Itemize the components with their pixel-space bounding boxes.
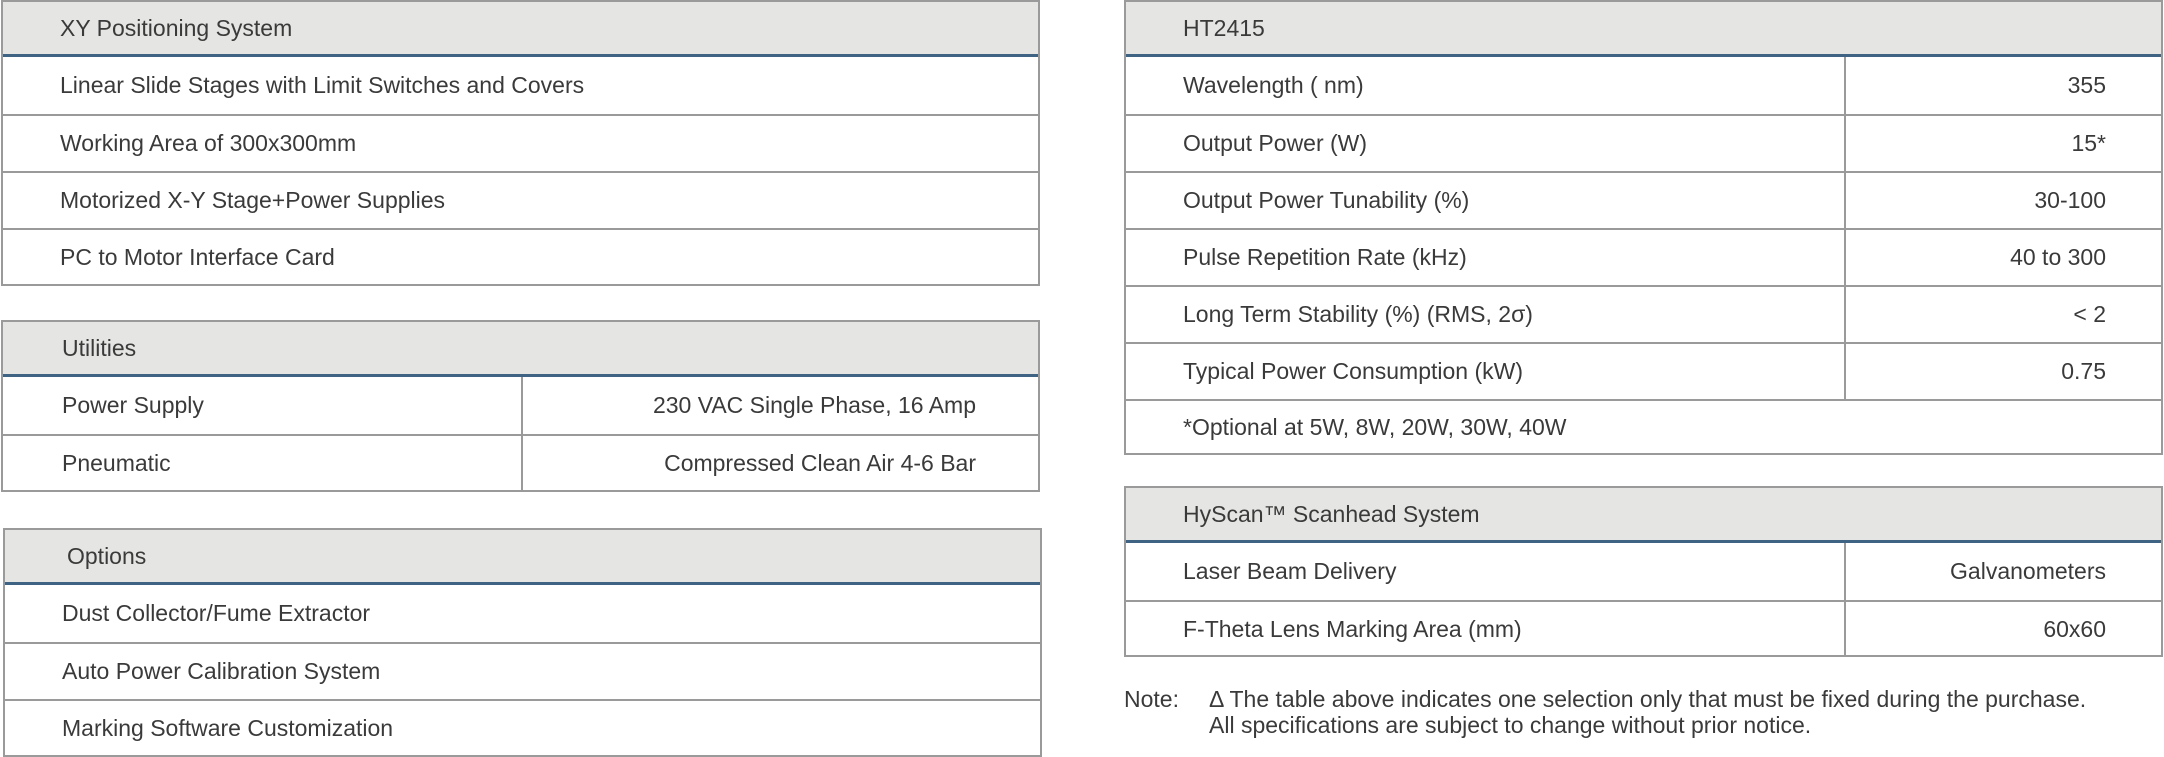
note-line-1: Δ The table above indicates one selection only that must be fixed during the purchase. <box>1209 686 2087 712</box>
spec-value: 0.75 <box>2061 358 2106 384</box>
spec-label-cell <box>1126 602 1844 657</box>
options-item: Marking Software Customization <box>62 715 394 741</box>
spec-label: Laser Beam Delivery <box>1183 558 1397 584</box>
table-row <box>1126 171 2161 228</box>
utilities-label: Pneumatic <box>62 450 171 476</box>
spec-label-cell <box>1126 57 1844 114</box>
spec-label-cell <box>1126 543 1844 600</box>
table-row <box>1126 543 2161 600</box>
note-label: Note: <box>1124 686 1179 712</box>
table-row <box>3 114 1038 171</box>
spec-label-cell <box>1126 116 1844 171</box>
table-row <box>3 377 1038 434</box>
footnote-row <box>1126 399 2161 454</box>
utilities-label-cell <box>3 436 521 491</box>
table-row <box>3 57 1038 114</box>
spec-value: 40 to 300 <box>2010 244 2106 270</box>
table-row <box>5 585 1040 642</box>
table-row <box>5 642 1040 699</box>
spec-value: < 2 <box>2073 301 2106 327</box>
options-item: Dust Collector/Fume Extractor <box>62 600 371 626</box>
xy-positioning-title: XY Positioning System <box>60 14 293 41</box>
xy-item: Working Area of 300x300mm <box>60 130 357 156</box>
utilities-label: Power Supply <box>62 392 204 418</box>
utilities-value-cell <box>521 436 1038 491</box>
spec-value: 60x60 <box>2043 616 2106 642</box>
hyscan-title: HyScan™ Scanhead System <box>1183 500 1480 527</box>
ht2415-table <box>1124 0 2163 455</box>
table-row <box>5 699 1040 756</box>
table-row <box>1126 114 2161 171</box>
table-row <box>3 171 1038 228</box>
hyscan-table <box>1124 486 2163 657</box>
spec-label: Typical Power Consumption (kW) <box>1183 358 1523 384</box>
spec-value-cell <box>1844 543 2161 600</box>
hyscan-header <box>1126 488 2161 543</box>
spec-value-cell <box>1844 344 2161 399</box>
spec-value-cell <box>1844 602 2161 657</box>
spec-value-cell <box>1844 173 2161 228</box>
spec-label-cell <box>1126 173 1844 228</box>
options-title: Options <box>67 542 147 569</box>
spec-label: F-Theta Lens Marking Area (mm) <box>1183 616 1522 642</box>
options-header <box>5 530 1040 585</box>
spec-value-cell <box>1844 116 2161 171</box>
table-row <box>3 228 1038 285</box>
ht2415-footnote: *Optional at 5W, 8W, 20W, 30W, 40W <box>1183 414 1567 440</box>
spec-value: 355 <box>2067 72 2106 98</box>
xy-item: PC to Motor Interface Card <box>60 244 335 270</box>
table-row <box>1126 228 2161 285</box>
options-table <box>3 528 1042 757</box>
spec-value: 15* <box>2071 130 2106 156</box>
spec-value-cell <box>1844 230 2161 285</box>
xy-item: Linear Slide Stages with Limit Switches and Covers <box>60 72 585 98</box>
table-row <box>1126 600 2161 657</box>
utilities-table <box>1 320 1040 492</box>
xy-item: Motorized X-Y Stage+Power Supplies <box>60 187 446 213</box>
spec-label: Pulse Repetition Rate (kHz) <box>1183 244 1467 270</box>
ht2415-title: HT2415 <box>1183 14 1265 41</box>
spec-label-cell <box>1126 344 1844 399</box>
table-row <box>1126 285 2161 342</box>
ht2415-header <box>1126 2 2161 57</box>
utilities-value-cell <box>521 377 1038 434</box>
note-line-2: All specifications are subject to change without prior notice. <box>1209 712 1812 738</box>
spec-label: Wavelength ( nm) <box>1183 72 1364 98</box>
utilities-title: Utilities <box>62 334 137 361</box>
utilities-header <box>3 322 1038 377</box>
options-item: Auto Power Calibration System <box>62 658 381 684</box>
spec-label: Output Power (W) <box>1183 130 1368 156</box>
spec-label-cell <box>1126 230 1844 285</box>
spec-label-cell <box>1126 287 1844 342</box>
xy-positioning-table <box>1 0 1040 286</box>
table-row <box>1126 342 2161 399</box>
table-row <box>3 434 1038 491</box>
utilities-value: Compressed Clean Air 4-6 Bar <box>664 450 976 476</box>
table-row <box>1126 57 2161 114</box>
spec-value: Galvanometers <box>1950 558 2106 584</box>
utilities-label-cell <box>3 377 521 434</box>
spec-value-cell <box>1844 287 2161 342</box>
spec-value: 30-100 <box>2034 187 2106 213</box>
utilities-value: 230 VAC Single Phase, 16 Amp <box>652 392 976 418</box>
spec-label: Output Power Tunability (%) <box>1183 187 1470 213</box>
xy-positioning-header <box>3 2 1038 57</box>
spec-label: Long Term Stability (%) (RMS, 2σ) <box>1183 301 1533 327</box>
spec-value-cell <box>1844 57 2161 114</box>
